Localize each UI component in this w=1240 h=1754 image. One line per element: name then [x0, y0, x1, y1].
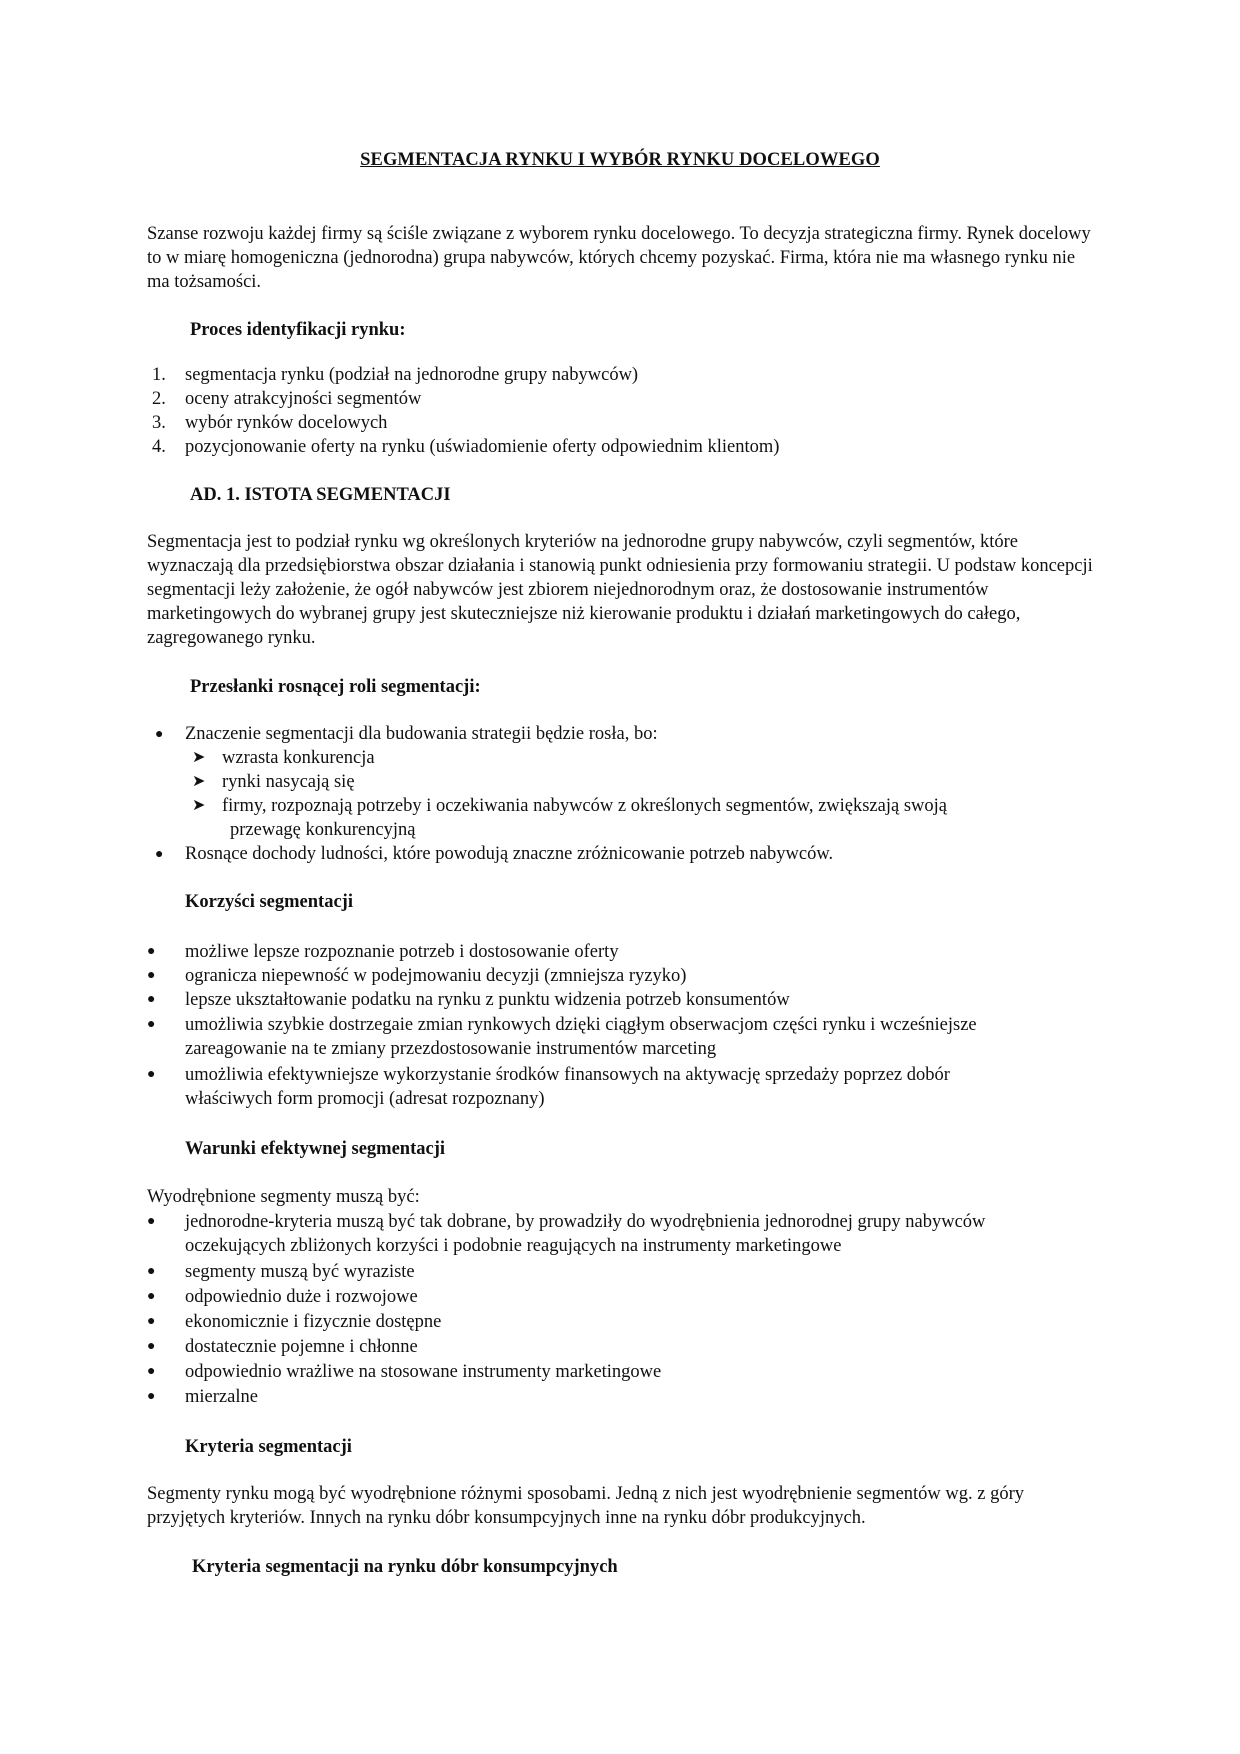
list-text: Rosnące dochody ludności, które powodują znaczne zróżnicowanie potrzeb nabywców. — [185, 844, 834, 864]
conditions-intro-text: Wyodrębnione segmenty muszą być: — [147, 1187, 420, 1207]
bullet-icon: ● — [147, 1067, 156, 1082]
list-text: ogranicza niepewność w podejmowaniu decyzji (zmniejsza ryzyko) — [185, 966, 687, 986]
list-number: 2. — [152, 389, 166, 409]
bullet-icon: ● — [147, 1339, 156, 1354]
list-text-continuation: oczekujących zbliżonych korzyści i podobnie reagujących na instrumenty marketingowe — [185, 1236, 842, 1256]
premises-heading: Przesłanki rosnącej roli segmentacji: — [190, 677, 481, 697]
list-text: wybór rynków docelowych — [185, 413, 388, 433]
criteria-text: Segmenty rynku mogą być wyodrębnione różnymi sposobami. Jedną z nich jest wyodrębnienie segmentów wg. z góry przyjętych kryteriów. Innych na rynku dóbr konsumpcyjnych inne na rynku dóbr produkcyjnych. — [147, 1484, 1025, 1528]
list-text: wzrasta konkurencja — [222, 748, 375, 768]
arrow-icon: ➤ — [192, 797, 206, 814]
bullet-icon: ● — [155, 727, 164, 742]
list-number: 1. — [152, 365, 166, 385]
list-number: 4. — [152, 437, 166, 457]
bullet-icon: ● — [147, 992, 156, 1007]
arrow-icon: ➤ — [192, 773, 206, 790]
list-text-continuation: właściwych form promocji (adresat rozpoznany) — [185, 1089, 545, 1109]
document-title: SEGMENTACJA RYNKU I WYBÓR RYNKU DOCELOWEGO — [360, 150, 880, 170]
consumer-criteria-heading: Kryteria segmentacji na rynku dóbr konsumpcyjnych — [192, 1557, 618, 1577]
ad1-text: Segmentacja jest to podział rynku wg określonych kryteriów na jednorodne grupy nabywców, czyli segmentów, które wyznaczają dla przedsiębiorstwa obszar działania i stanowią punkt odniesienia przy formowaniu strategii. U podstaw koncepcji segmentacji leży założenie, że ogół nabywców jest zbiorem niejednorodnym oraz, że dostosowanie instrumentów marketingowych do wybranej grupy jest skuteczniejsze niż kierowanie produktu i działań marketingowych do całego, zagregowanego rynku. — [147, 532, 1093, 648]
list-text: pozycjonowanie oferty na rynku (uświadomienie oferty odpowiednim klientom) — [185, 437, 780, 457]
list-text: mierzalne — [185, 1387, 258, 1407]
list-text: umożliwia szybkie dostrzegaie zmian rynkowych dzięki ciągłym obserwacjom części rynku i wcześniejsze — [185, 1015, 977, 1035]
list-text: oceny atrakcyjności segmentów — [185, 389, 422, 409]
bullet-icon: ● — [155, 847, 164, 862]
list-number: 3. — [152, 413, 166, 433]
bullet-icon: ● — [147, 1314, 156, 1329]
conditions-intro — [147, 1185, 1097, 1209]
list-text: możliwe lepsze rozpoznanie potrzeb i dostosowanie oferty — [185, 942, 619, 962]
criteria-heading: Kryteria segmentacji — [185, 1437, 352, 1457]
process-heading: Proces identyfikacji rynku: — [190, 320, 406, 340]
list-text-continuation: zareagowanie na te zmiany przezdostosowanie instrumentów marceting — [185, 1039, 717, 1059]
list-text: rynki nasycają się — [222, 772, 355, 792]
list-text: ekonomicznie i fizycznie dostępne — [185, 1312, 442, 1332]
list-text: jednorodne-kryteria muszą być tak dobrane, by prowadziły do wyodrębnienia jednorodnej grupy nabywców — [185, 1212, 986, 1232]
benefits-heading: Korzyści segmentacji — [185, 892, 353, 912]
ad1-paragraph — [147, 530, 1097, 650]
list-text: Znaczenie segmentacji dla budowania strategii będzie rosła, bo: — [185, 724, 658, 744]
intro-text: Szanse rozwoju każdej firmy są ściśle związane z wyborem rynku docelowego. To decyzja strategiczna firmy. Rynek docelowy to w miarę homogeniczna (jednorodna) grupa nabywców, których chcemy pozyskać. Firma, która nie ma własnego rynku nie ma tożsamości. — [147, 224, 1091, 292]
bullet-icon: ● — [147, 1364, 156, 1379]
conditions-heading: Warunki efektywnej segmentacji — [185, 1139, 445, 1159]
bullet-icon: ● — [147, 1264, 156, 1279]
bullet-icon: ● — [147, 1389, 156, 1404]
bullet-icon: ● — [147, 1214, 156, 1229]
list-text: firmy, rozpoznają potrzeby i oczekiwania nabywców z określonych segmentów, zwiększają swoją — [222, 796, 947, 816]
bullet-icon: ● — [147, 944, 156, 959]
bullet-icon: ● — [147, 1289, 156, 1304]
bullet-icon: ● — [147, 1017, 156, 1032]
bullet-icon: ● — [147, 968, 156, 983]
arrow-icon: ➤ — [192, 749, 206, 766]
list-text: odpowiednio duże i rozwojowe — [185, 1287, 418, 1307]
list-text: odpowiednio wrażliwe na stosowane instrumenty marketingowe — [185, 1362, 662, 1382]
ad1-heading: AD. 1. ISTOTA SEGMENTACJI — [190, 485, 451, 505]
list-text: segmenty muszą być wyraziste — [185, 1262, 415, 1282]
list-text: dostatecznie pojemne i chłonne — [185, 1337, 418, 1357]
list-text: lepsze ukształtowanie podatku na rynku z punktu widzenia potrzeb konsumentów — [185, 990, 790, 1010]
criteria-paragraph — [147, 1482, 1097, 1530]
list-text: umożliwia efektywniejsze wykorzystanie środków finansowych na aktywację sprzedaży poprzez dobór — [185, 1065, 950, 1085]
list-text: segmentacja rynku (podział na jednorodne grupy nabywców) — [185, 365, 639, 385]
list-text-continuation: przewagę konkurencyjną — [230, 820, 416, 840]
intro-paragraph — [147, 222, 1097, 294]
